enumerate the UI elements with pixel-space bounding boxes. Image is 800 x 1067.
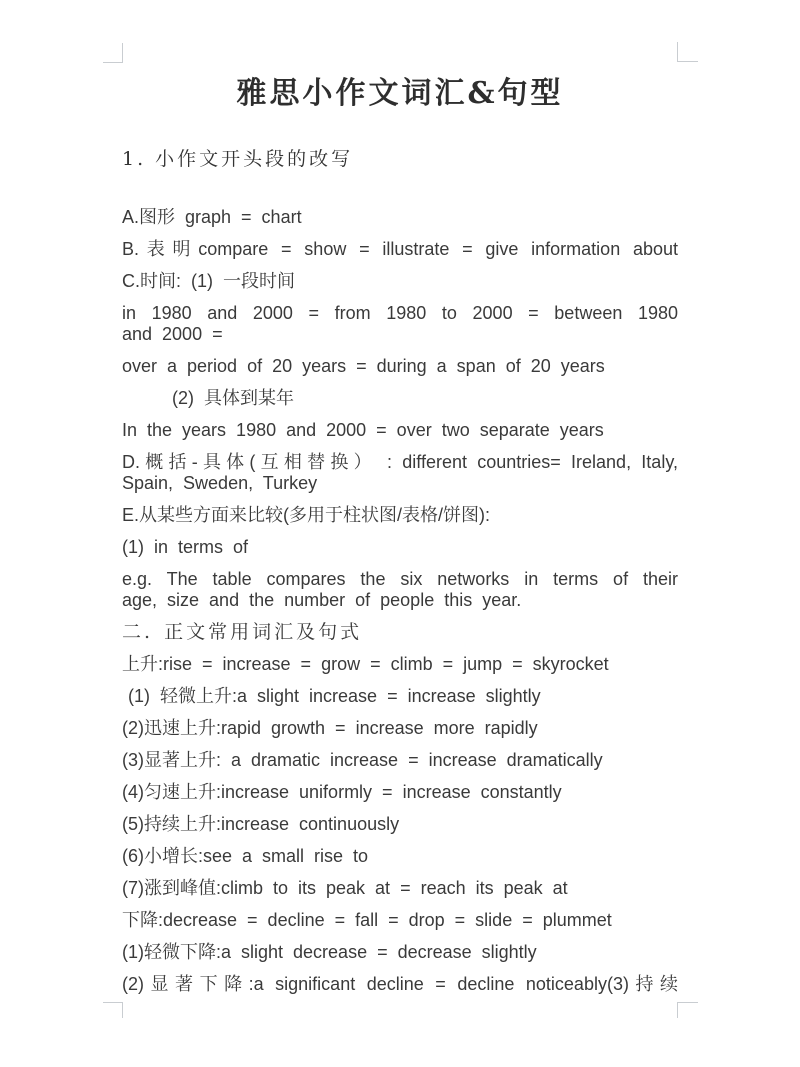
section1-heading: 1. 小作文开头段的改写 xyxy=(122,148,354,170)
line-rise-dramatic: (3)显著上升: a dramatic increase = increase dramatically xyxy=(122,750,603,770)
line-example-sentence-1: e.g. The table compares the six networks in terms of their xyxy=(122,569,678,589)
line-time-heading: C.时间: (1) 一段时间 xyxy=(122,271,296,291)
line-general-specific-2: Spain, Sweden, Turkey xyxy=(122,473,318,493)
line-rise-slight: (1) 轻微上升:a slight increase = increase slightly xyxy=(128,686,541,706)
line-in-terms-of: (1) in terms of xyxy=(122,537,249,557)
line-rise-rapid: (2)迅速上升:rapid growth = increase more rapidly xyxy=(122,718,538,738)
line-rise-synonyms: 上升:rise = increase = grow = climb = jump = skyrocket xyxy=(122,654,609,674)
line-in-the-years: In the years 1980 and 2000 = over two separate years xyxy=(122,420,604,440)
crop-mark-bottom-right xyxy=(677,1002,698,1018)
line-rise-peak: (7)涨到峰值:climb to its peak at = reach its peak at xyxy=(122,878,568,898)
line-time-period-1: in 1980 and 2000 = from 1980 to 2000 = between 1980 xyxy=(122,303,678,323)
line-example-sentence-2: age, size and the number of people this year. xyxy=(122,590,522,610)
line-time-period-2: and 2000 = xyxy=(122,324,223,344)
line-compare-synonyms: B.表明compare = show = illustrate = give information about xyxy=(122,239,678,259)
line-over-period: over a period of 20 years = during a span of 20 years xyxy=(122,356,605,376)
section2-heading: 二. 正文常用词汇及句式 xyxy=(122,621,363,643)
line-general-specific-1: D.概括-具体(互相替换） : different countries= Ireland, Italy, xyxy=(122,452,678,472)
line-graph-synonyms: A.图形 graph = chart xyxy=(122,207,302,227)
line-fall-synonyms: 下降:decrease = decline = fall = drop = slide = plummet xyxy=(122,910,612,930)
line-fall-slight: (1)轻微下降:a slight decrease = decrease slightly xyxy=(122,942,537,962)
line-specific-year-heading: (2) 具体到某年 xyxy=(172,388,294,408)
line-rise-continuous: (5)持续上升:increase continuously xyxy=(122,814,400,834)
line-fall-significant: (2)显著下降:a significant decline = decline noticeably(3)持续 xyxy=(122,974,678,994)
crop-mark-top-left xyxy=(103,43,123,63)
document-title: 雅思小作文词汇&句型 xyxy=(236,76,564,111)
crop-mark-bottom-left xyxy=(103,1002,123,1018)
line-rise-small: (6)小增长:see a small rise to xyxy=(122,846,369,866)
line-rise-uniform: (4)匀速上升:increase uniformly = increase constantly xyxy=(122,782,562,802)
document-content xyxy=(122,75,678,1006)
line-aspects-compare: E.从某些方面来比较(多用于柱状图/表格/饼图): xyxy=(122,505,490,525)
crop-mark-top-right xyxy=(677,42,698,62)
